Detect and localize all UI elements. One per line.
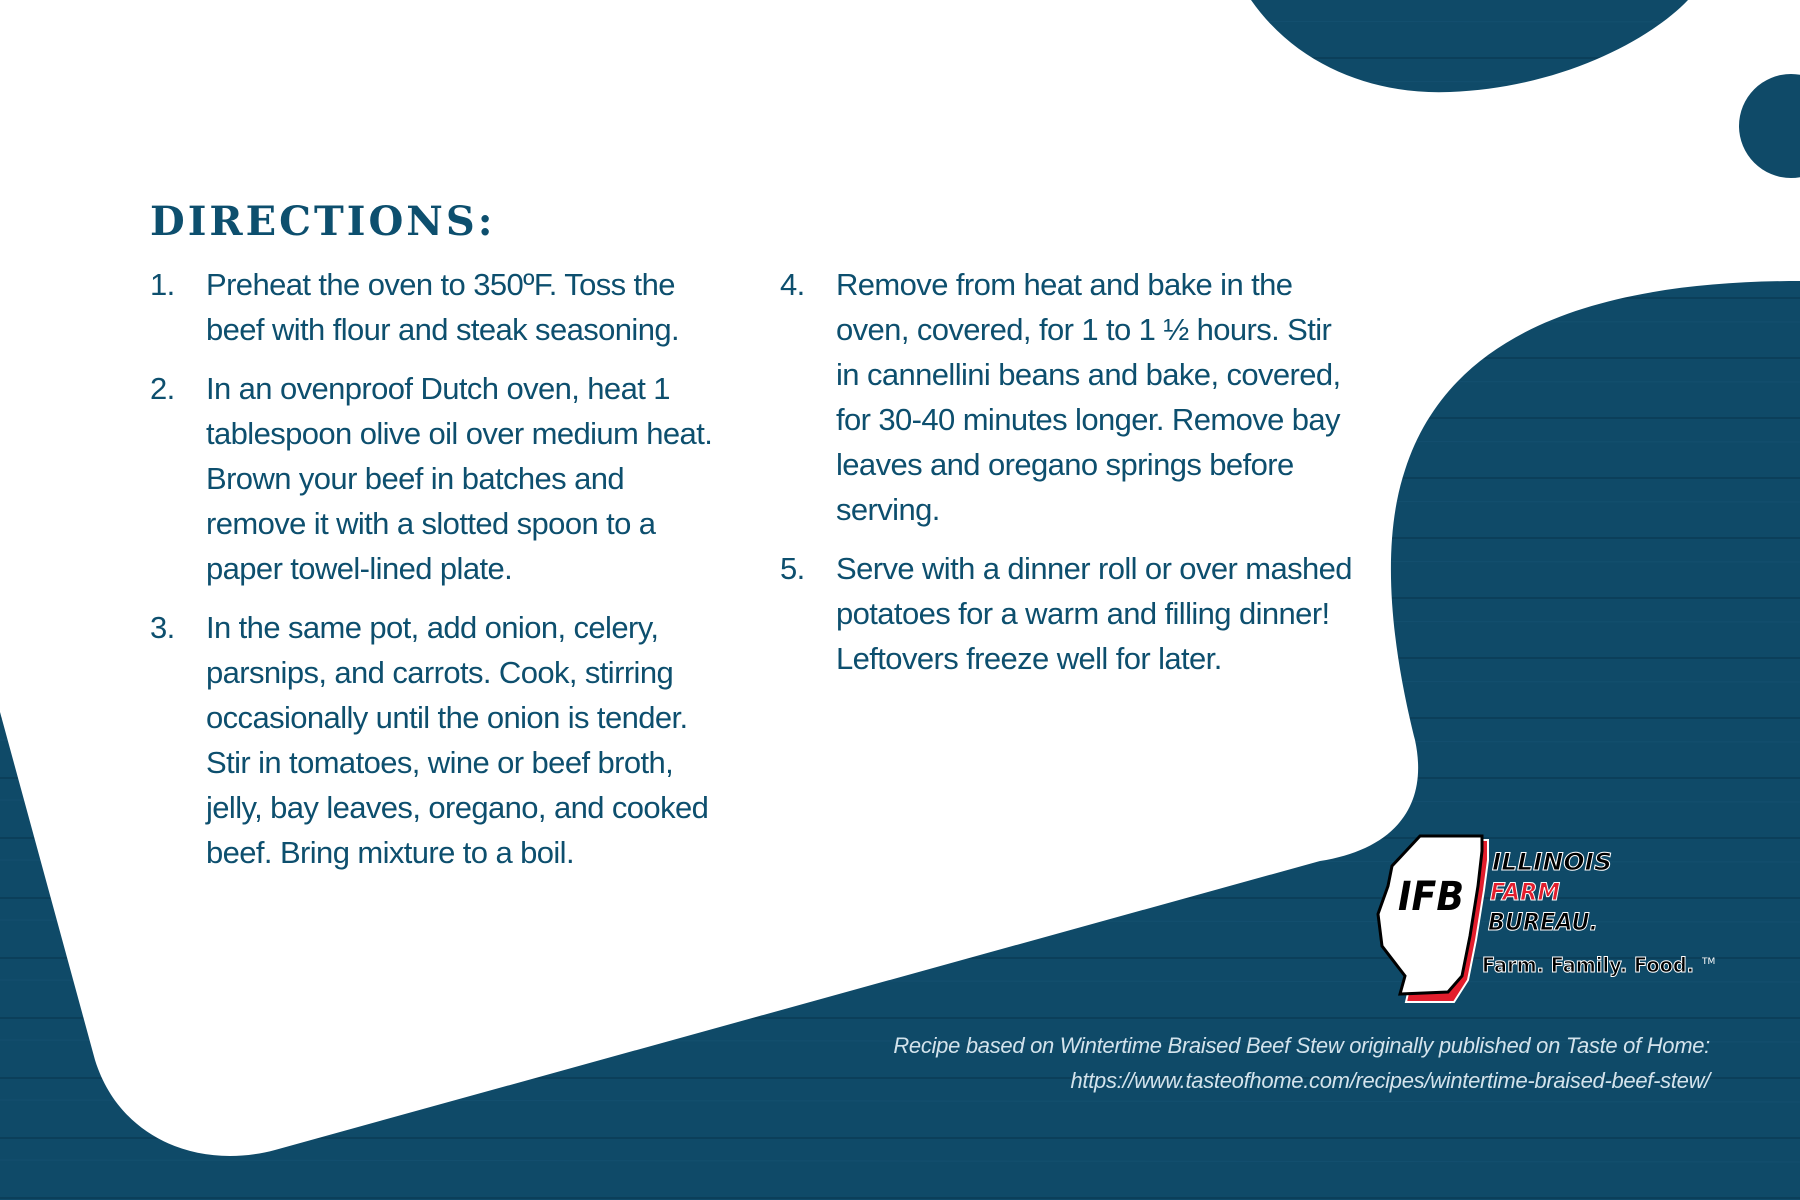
step-number: 2. [150, 371, 175, 406]
logo-line3: BUREAU. [1488, 908, 1598, 936]
step-item [150, 366, 730, 591]
logo-initials: IFB [1398, 874, 1464, 920]
step-number: 5. [780, 551, 805, 586]
step-number: 1. [150, 267, 175, 302]
logo-tm: TM [1702, 957, 1716, 967]
illinois-farm-bureau-logo [1370, 826, 1730, 1006]
step-text: Serve with a dinner roll or over mashed potatoes for a warm and filling dinner! Leftovers freeze well for later. [836, 551, 1352, 676]
recipe-credit [893, 1028, 1710, 1098]
logo-line1: ILLINOIS [1492, 848, 1612, 876]
step-text: In an ovenproof Dutch oven, heat 1 tablespoon olive oil over medium heat. Brown your beef in batches and remove it with a slotted spoon to a paper towel-lined plate. [206, 371, 713, 586]
step-item [780, 546, 1360, 681]
credit-url[interactable]: https://www.tasteofhome.com/recipes/wintertime-braised-beef-stew/ [1070, 1068, 1710, 1093]
step-text: Preheat the oven to 350ºF. Toss the beef with flour and steak seasoning. [206, 267, 679, 347]
logo-line2: FARM [1490, 878, 1561, 906]
directions-list-left [150, 262, 730, 889]
step-text: Remove from heat and bake in the oven, covered, for 1 to 1 ½ hours. Stir in cannellini beans and bake, covered, for 30-40 minutes longer. Remove bay leaves and oregano springs before serving. [836, 267, 1341, 527]
credit-line: Recipe based on Wintertime Braised Beef Stew originally published on Taste of Home: [893, 1033, 1710, 1058]
step-item [780, 262, 1360, 532]
step-number: 3. [150, 610, 175, 645]
step-item [150, 605, 730, 875]
logo-tagline: Farm. Family. Food. [1482, 953, 1694, 977]
step-text: In the same pot, add onion, celery, parsnips, and carrots. Cook, stirring occasionally until the onion is tender. Stir in tomatoes, wine or beef broth, jelly, bay leaves, oregano, and cooked beef. Bring mixture to a boil. [206, 610, 709, 870]
directions-heading: DIRECTIONS: [150, 198, 496, 245]
step-item [150, 262, 730, 352]
step-number: 4. [780, 267, 805, 302]
directions-list-right [780, 262, 1360, 695]
